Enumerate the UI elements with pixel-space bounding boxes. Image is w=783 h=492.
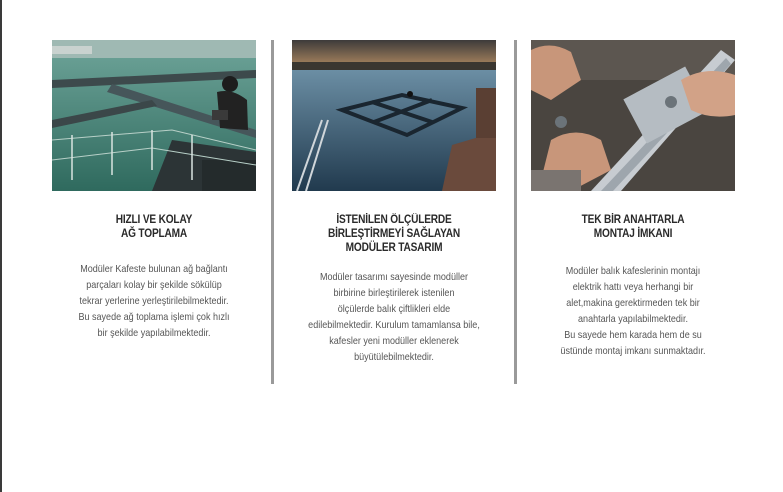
photo-net-collection [52, 40, 256, 191]
description-line: alet,makina gerektirmeden tek bir [566, 297, 700, 309]
column-divider [514, 40, 517, 384]
photo-single-key-assembly [531, 40, 735, 191]
feature-net-collection [52, 40, 256, 341]
description-line: Modüler Kafeste bulunan ağ bağlantı [80, 263, 228, 275]
description-line: parçaları kolay bir şekilde sökülüp [86, 279, 222, 291]
column-divider [271, 40, 274, 384]
title-line: MONTAJ İMKANI [593, 228, 673, 240]
description-line: büyütülebilmektedir. [354, 351, 434, 363]
description-line: Modüler tasarımı sayesinde modüller [319, 271, 469, 283]
feature-description [66, 261, 241, 341]
description-line: tekrar yerlerine yerleştirilebilmektedir. [79, 295, 229, 307]
title-line: MODÜLER TASARIM [345, 242, 443, 254]
description-line: kafesler yeni modüller eklenerek [329, 335, 459, 347]
photo-modular-design [292, 40, 496, 191]
description-line: elektrik hattı veya herhangi bir [572, 281, 694, 293]
title-line: TEK BİR ANAHTARLA [581, 214, 685, 226]
title-line: HIZLI VE KOLAY [115, 214, 193, 226]
description-line: Bu sayede ağ toplama işlemi çok hızlı [78, 311, 230, 323]
title-line: BİRLEŞTİRMEYİ SAĞLAYAN [327, 228, 461, 240]
page-left-border [0, 0, 2, 492]
description-line: Modüler balık kafeslerinin montajı [565, 265, 701, 277]
title-line: İSTENİLEN ÖLÇÜLERDE [336, 214, 452, 226]
description-line: Bu sayede hem karada hem de su [564, 329, 702, 341]
feature-title [304, 213, 484, 255]
feature-modular-design [292, 40, 496, 365]
description-line: üstünde montaj imkanı sunmaktadır. [560, 345, 706, 357]
feature-title [64, 213, 244, 241]
description-line: bir şekilde yapılabilmektedir. [97, 327, 211, 339]
description-line: anahtarla yapılabilmektedir. [578, 313, 688, 325]
description-line: edilebilmektedir. Kurulum tamamlansa bile, [308, 319, 480, 331]
description-line: birbirine birleştirilerek istenilen [333, 287, 455, 299]
feature-description [306, 269, 481, 365]
feature-single-key-assembly [531, 40, 735, 359]
feature-description [545, 263, 720, 359]
description-line: ölçülerde balık çiftlikleri elde [337, 303, 451, 315]
title-line: AĞ TOPLAMA [120, 228, 188, 240]
feature-title [543, 213, 723, 241]
